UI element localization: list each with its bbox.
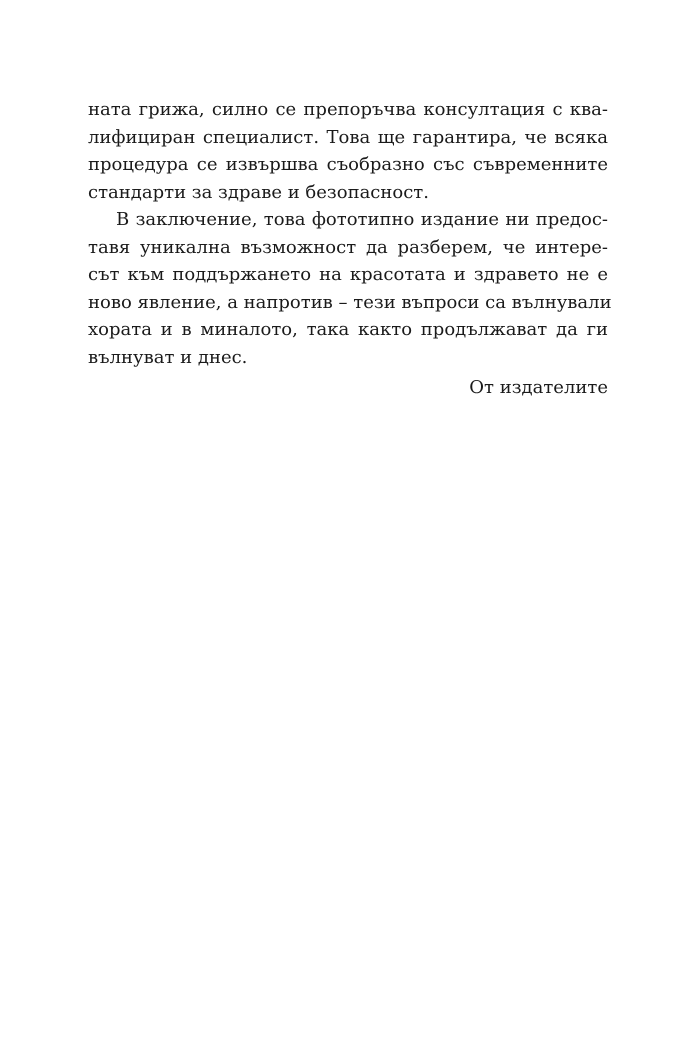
text-line: ната грижа, силно се препоръчва консултация с ква- xyxy=(88,99,608,120)
text-line: процедура се извършва съобразно със съвременните xyxy=(88,154,608,175)
text-line: тавя уникална възможност да разберем, че интере- xyxy=(88,236,608,258)
text-line: вълнуват и днес. xyxy=(88,346,248,368)
text-line: стандарти за здраве и безопасност. xyxy=(88,181,429,203)
paragraph-2 xyxy=(88,206,612,371)
text-line: ново явление, а напротив – тези въпроси са вълнували xyxy=(88,291,612,313)
text-line: сът към поддържането на красотата и здравето не е xyxy=(88,264,608,285)
body-text xyxy=(88,96,612,371)
text-line: хората и в миналото, така както продължават да ги xyxy=(88,319,608,340)
text-line: лифициран специалист. Това ще гарантира, че всяка xyxy=(88,126,608,148)
paragraph-1 xyxy=(88,96,608,206)
signature: От издателите xyxy=(469,377,608,398)
text-line: В заключение, това фототипно издание ни предос- xyxy=(116,209,608,230)
